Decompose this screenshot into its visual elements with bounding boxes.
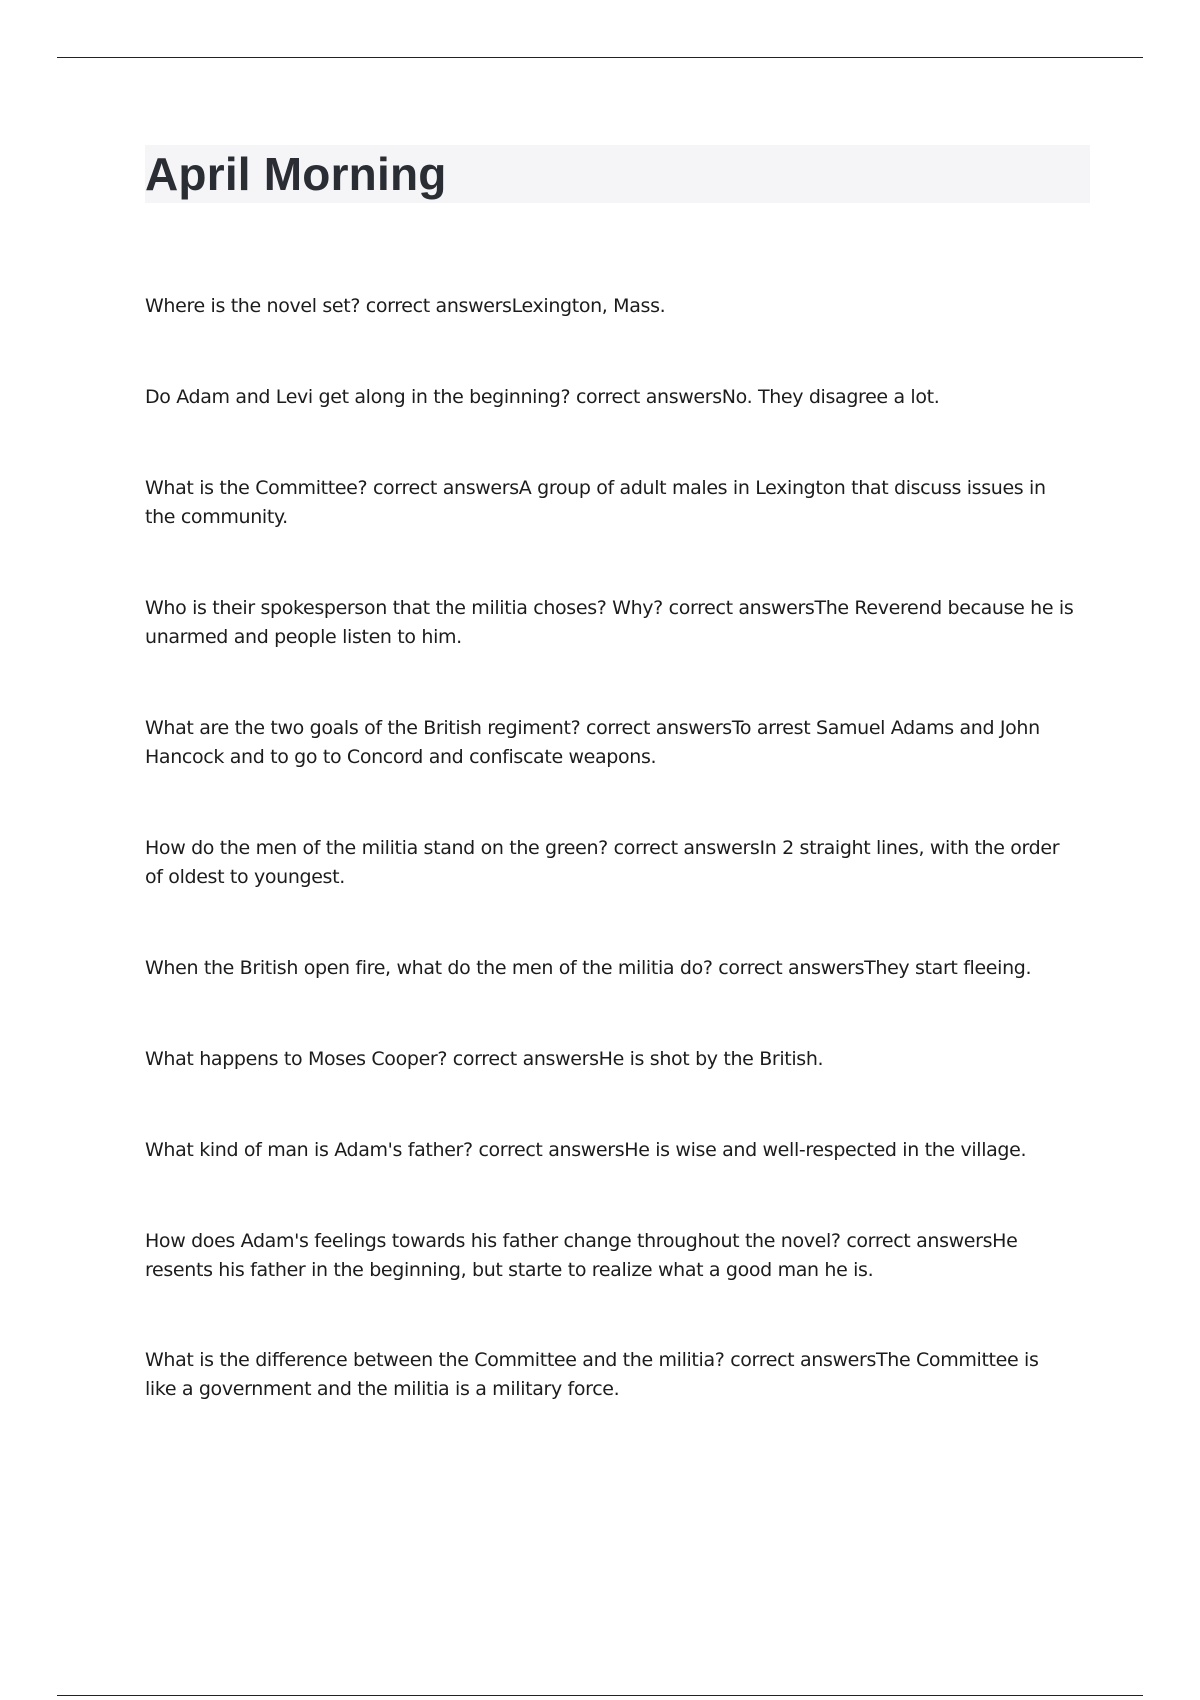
qa-item-11 — [145, 1346, 1075, 1404]
correct-answers-label: correct answers — [607, 837, 760, 859]
answer-text: In 2 straight lines, with the order of oldest to youngest. — [145, 837, 1060, 888]
answer-text: He is shot by the British. — [598, 1048, 824, 1070]
qa-item-2 — [145, 383, 1075, 412]
qa-item-5 — [145, 714, 1075, 772]
question-text: What happens to Moses Cooper? — [145, 1048, 448, 1070]
qa-item-4 — [145, 594, 1075, 652]
question-text: What kind of man is Adam's father? — [145, 1139, 473, 1161]
top-rule — [57, 57, 1143, 58]
correct-answers-label: correct answers — [662, 597, 815, 619]
qa-item-8 — [145, 1045, 1075, 1074]
question-text: Do Adam and Levi get along in the beginning? — [145, 386, 571, 408]
answer-text: He is wise and well-respected in the village. — [624, 1139, 1027, 1161]
qa-item-1 — [145, 292, 1075, 321]
correct-answers-label: correct answers — [580, 717, 732, 739]
correct-answers-label: correct answers — [360, 295, 512, 317]
answer-text: He resents his father in the beginning, but starte to realize what a good man he is. — [145, 1230, 1018, 1281]
question-text: What are the two goals of the British regiment? — [145, 717, 581, 739]
correct-answers-label: correct answers — [840, 1230, 993, 1252]
answer-text: They start fleeing. — [864, 957, 1032, 979]
qa-item-10 — [145, 1227, 1075, 1285]
question-text: How do the men of the militia stand on the green? — [145, 837, 608, 859]
correct-answers-label: correct answers — [724, 1349, 877, 1371]
qa-item-6 — [145, 834, 1075, 892]
bottom-rule — [57, 1695, 1143, 1696]
page-title: April Morning — [145, 148, 447, 200]
question-text: Who is their spokesperson that the militia choses? Why? — [145, 597, 663, 619]
answer-text: Lexington, Mass. — [511, 295, 666, 317]
correct-answers-label: correct answers — [447, 1048, 599, 1070]
question-text: How does Adam's feelings towards his father change throughout the novel? — [145, 1230, 841, 1252]
question-text: What is the Committee? — [145, 477, 368, 499]
answer-text: A group of adult males in Lexington that discuss issues in the community. — [145, 477, 1046, 528]
question-text: Where is the novel set? — [145, 295, 361, 317]
question-text: What is the difference between the Committee and the militia? — [145, 1349, 725, 1371]
qa-item-3 — [145, 474, 1075, 532]
correct-answers-label: correct answers — [570, 386, 722, 408]
answer-text: To arrest Samuel Adams and John Hancock and to go to Concord and confiscate weapons. — [145, 717, 1040, 768]
answer-text: The Committee is like a government and the militia is a military force. — [145, 1349, 1039, 1400]
qa-item-9 — [145, 1136, 1075, 1165]
question-text: When the British open fire, what do the men of the militia do? — [145, 957, 713, 979]
correct-answers-label: correct answers — [712, 957, 865, 979]
correct-answers-label: correct answers — [472, 1139, 625, 1161]
qa-item-7 — [145, 954, 1075, 983]
correct-answers-label: correct answers — [367, 477, 519, 499]
answer-text: The Reverend because he is unarmed and people listen to him. — [145, 597, 1074, 648]
answer-text: No. They disagree a lot. — [721, 386, 940, 408]
